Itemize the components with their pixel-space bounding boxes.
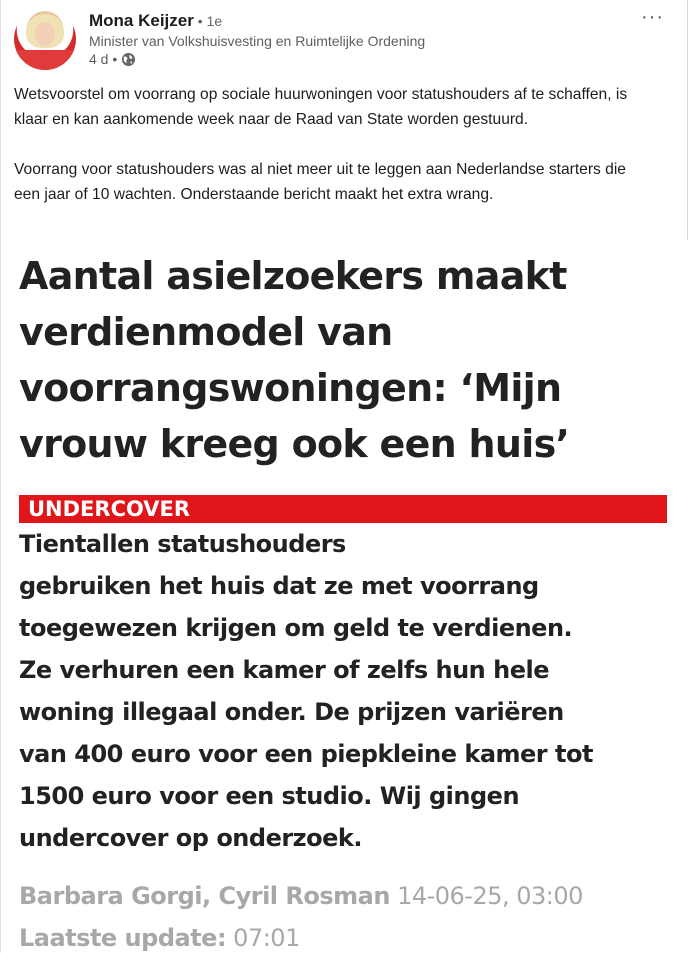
post-meta (89, 51, 136, 67)
headline-line: verdienmodel van (19, 310, 393, 354)
byline-update-time: 07:01 (226, 924, 300, 952)
article-headline (19, 248, 679, 472)
byline-authors-line (19, 875, 679, 917)
news-screenshot[interactable] (1, 240, 688, 953)
byline-authors: Barbara Gorgi, Cyril Rosman (19, 882, 390, 910)
headline-line: vrouw kreeg ook een huis’ (19, 422, 570, 466)
headline-line: Aantal asielzoekers maakt (19, 254, 567, 298)
connection-degree: • 1e (193, 13, 223, 29)
intro-line: Tientallen statushouders (19, 530, 346, 558)
intro-line: toegewezen krijgen om geld te verdienen. (19, 614, 573, 642)
intro-line-first (19, 495, 679, 565)
post-paragraph-1: Wetsvoorstel om voorrang op sociale huurwoningen voor statushouders af te schaffen, is klaar en kan aankomende week naar de Raad van State worden gestuurd. (14, 86, 628, 128)
author-title: Minister van Volkshuisvesting en Ruimtelijke Ordening (89, 33, 426, 49)
post-age[interactable]: 4 d • (89, 51, 118, 67)
more-icon[interactable]: ··· (641, 6, 664, 28)
intro-line: van 400 euro voor een piepkleine kamer tot (19, 740, 593, 768)
undercover-badge: UNDERCOVER (19, 495, 667, 523)
globe-icon (121, 52, 136, 67)
avatar-face (35, 22, 55, 46)
author-name[interactable]: Mona Keijzer (89, 11, 194, 30)
intro-line: gebruiken het huis dat ze met voorrang (19, 572, 539, 600)
post-text (14, 82, 654, 207)
article-intro (19, 495, 679, 859)
post-paragraph-2: Voorrang voor statushouders was al niet meer uit te leggen aan Nederlandse starters die een jaar of 10 wachten. Onderstaande bericht maakt het extra wrang. (14, 161, 626, 203)
byline-update-label: Laatste update: (19, 924, 227, 952)
avatar-shirt (14, 50, 76, 70)
post-header (1, 0, 688, 76)
paragraph-spacer (14, 132, 654, 157)
author-name-line (89, 11, 222, 31)
intro-line: Ze verhuren een kamer of zelfs hun hele (19, 656, 549, 684)
intro-line: undercover op onderzoek. (19, 824, 362, 852)
author-avatar[interactable] (14, 8, 76, 70)
headline-line: voorrangswoningen: ‘Mijn (19, 366, 562, 410)
byline-published: 14-06-25, 03:00 (389, 882, 583, 910)
intro-line: 1500 euro voor een studio. Wij gingen (19, 782, 520, 810)
article-byline (19, 875, 679, 959)
intro-line: woning illegaal onder. De prijzen variëren (19, 698, 564, 726)
